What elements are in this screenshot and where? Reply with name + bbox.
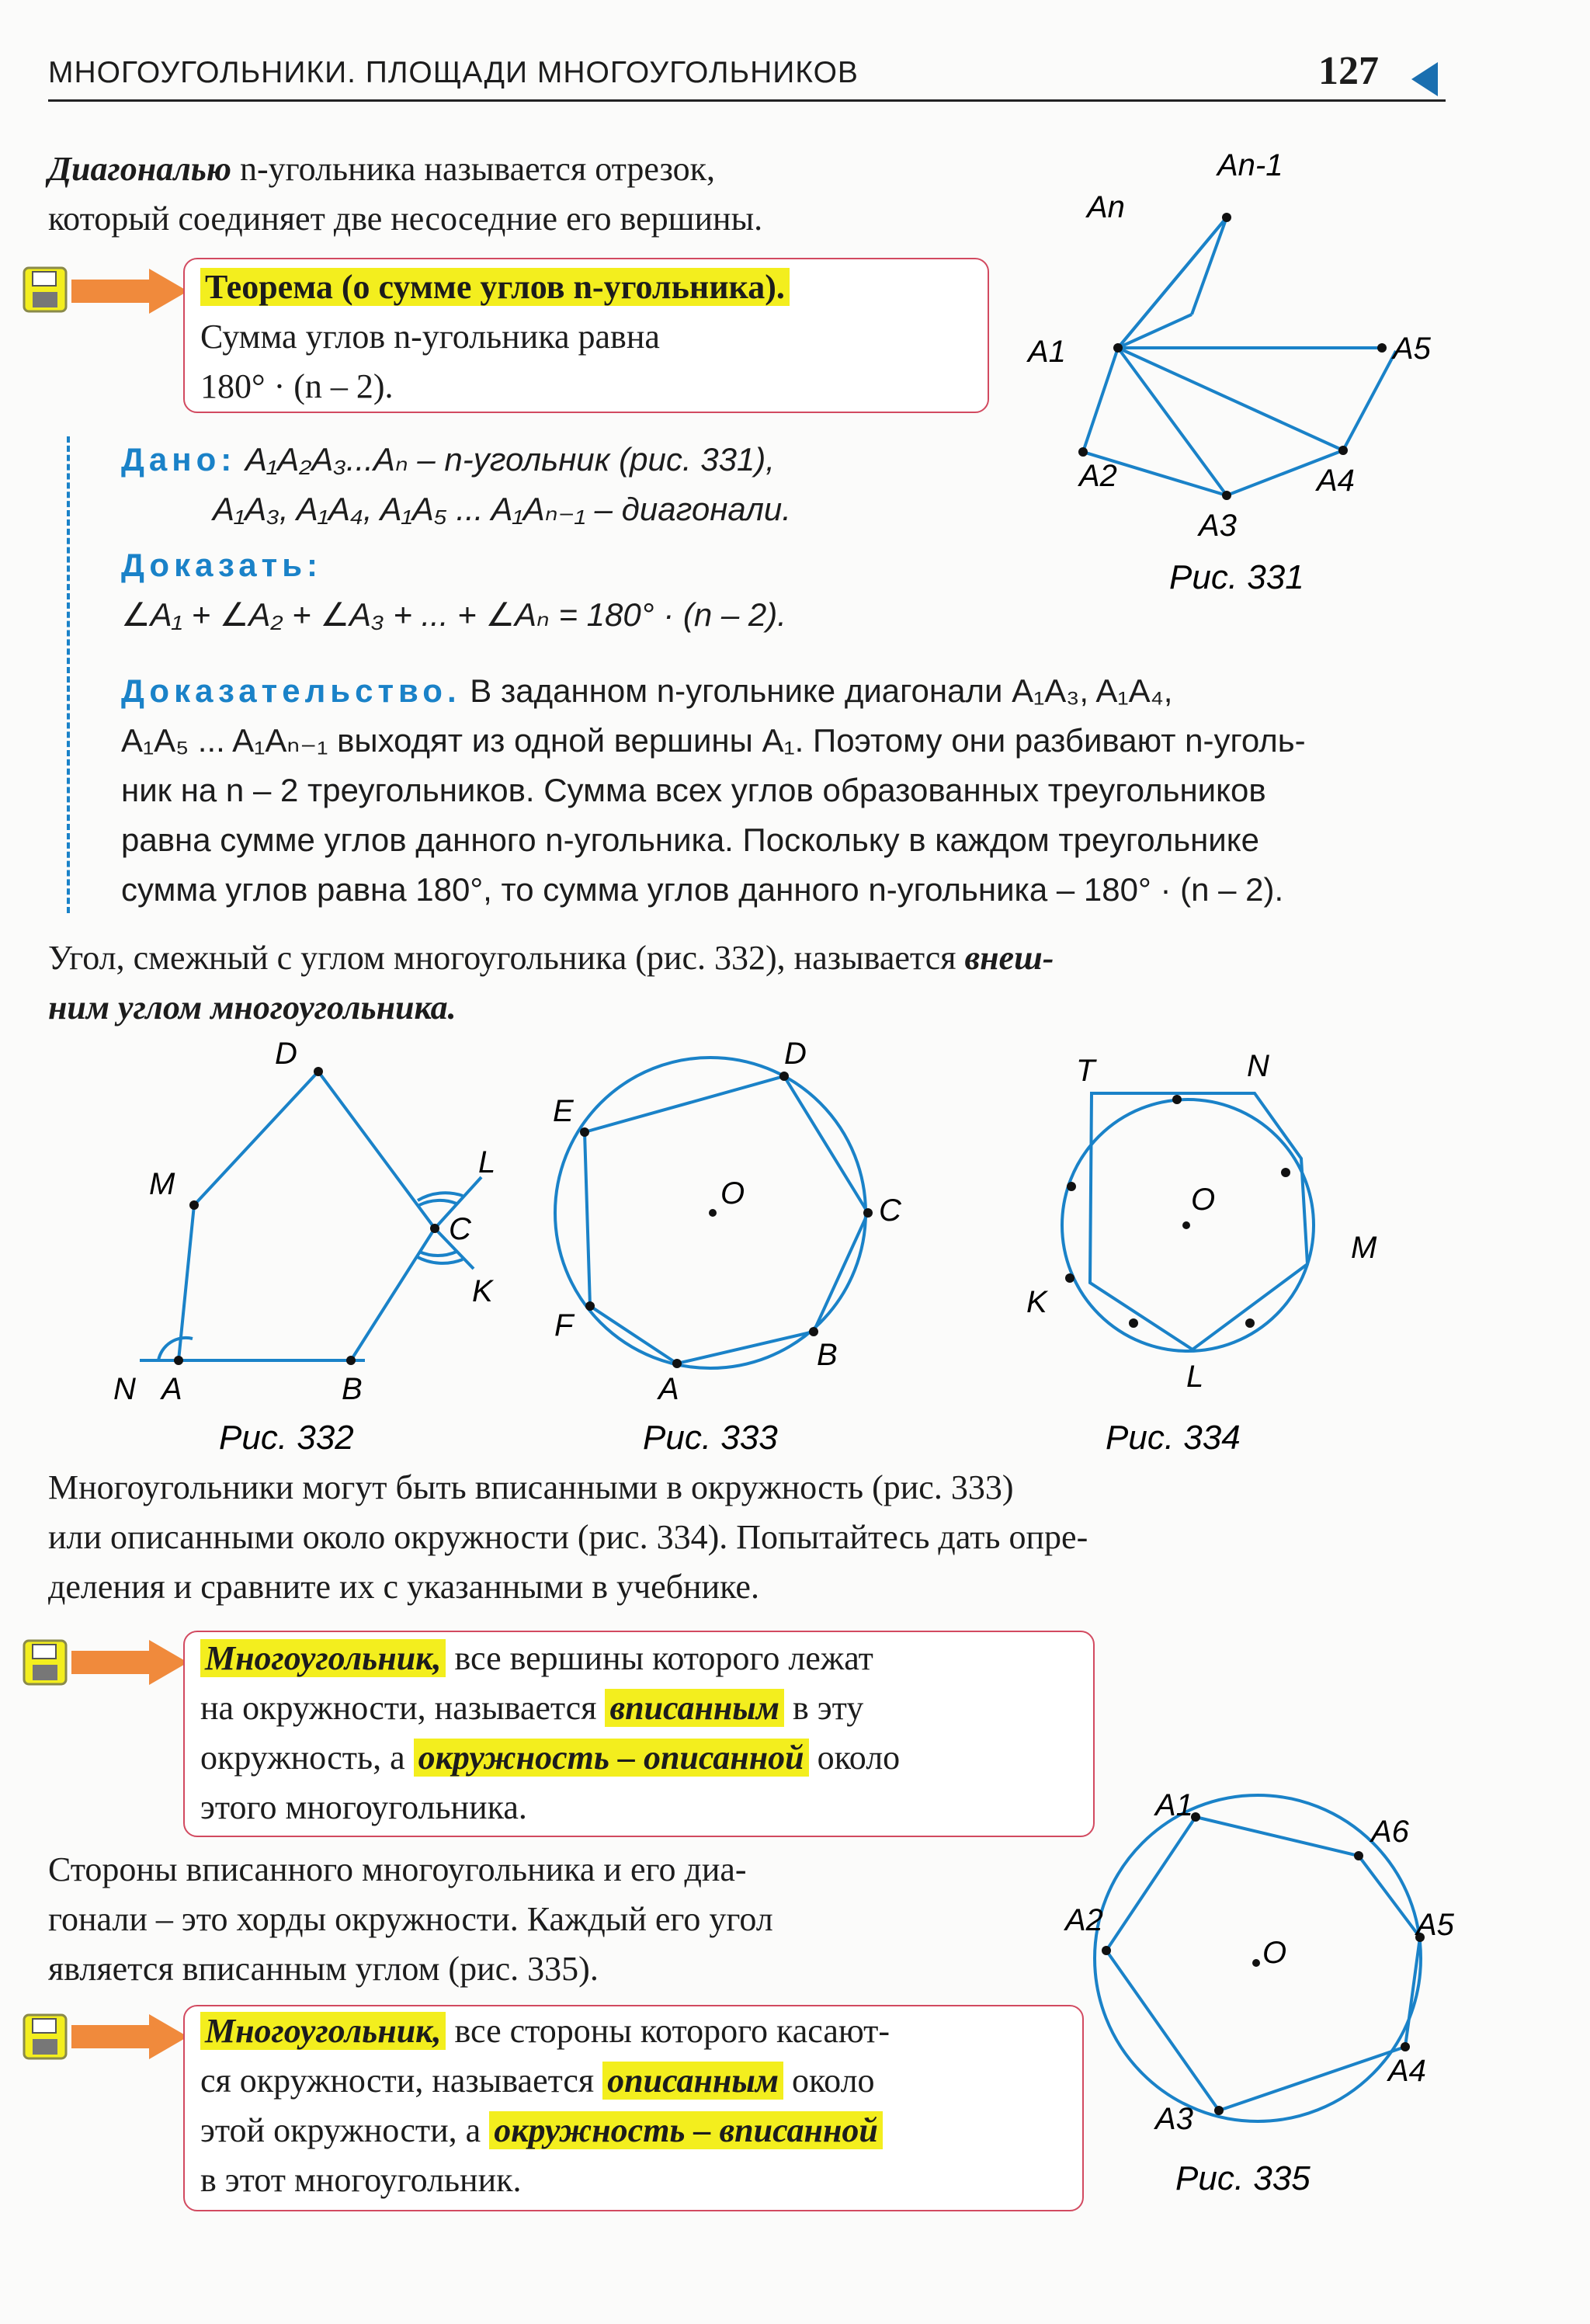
term-inscribed: вписанным (605, 1689, 784, 1727)
caption-333: Рис. 333 (643, 1419, 778, 1457)
label-N: N (113, 1372, 136, 1406)
running-header: МНОГОУГОЛЬНИКИ. ПЛОЩАДИ МНОГОУГОЛЬНИКОВ (48, 56, 859, 89)
given-block: Дано: A₁A₂A₃...Aₙ – n-угольник (рис. 331), A₁A₃, A₁A₄, A₁A₅ ... A₁Aₙ₋₁ – диагонали. Доказать: ∠A₁ + ∠A₂ + ∠A₃ + ... + ∠Aₙ = 180° · (n – 2). (121, 435, 1286, 640)
orange-arrow-icon (71, 269, 188, 314)
label-A1: A1 (1028, 335, 1066, 369)
label-O: O (1262, 1936, 1287, 1970)
term-inscribed-circle: окружность – вписанной (489, 2111, 883, 2149)
floppy-disk-icon (22, 2013, 68, 2061)
caption-334: Рис. 334 (1106, 1419, 1241, 1457)
label-A5: A5 (1393, 332, 1431, 366)
label-C: C (449, 1212, 471, 1246)
label-E: E (553, 1094, 574, 1128)
floppy-disk-icon (22, 1638, 68, 1687)
label-A4: A4 (1317, 464, 1355, 498)
label-B: B (342, 1372, 363, 1406)
label-C: C (879, 1193, 901, 1228)
inscribed-definition-text: Многоугольник, все вершины которого лежат на окружности, называется вписанным в эту окружность, а окружность – описанной около этого многоугольника. (200, 1639, 901, 1826)
theorem-title: Теорема (о сумме углов n-угольника). (200, 268, 790, 306)
label-L: L (1186, 1360, 1204, 1394)
label-A6: A6 (1371, 1815, 1409, 1849)
inscribed-polygon-paragraph: Многоугольники могут быть вписанными в окружность (рис. 333) или описанными около окружности (рис. 334). Попытайтесь дать опре- деления и сравните их с указанными в учебнике. (48, 1468, 1088, 1606)
proof-label: Доказательство. (121, 672, 461, 709)
theorem-text: Теорема (о сумме углов n-угольника). Сумма углов n-угольника равна 180° · (n – 2). (200, 262, 977, 412)
page-marker-icon (1411, 62, 1438, 96)
prove-label: Доказать: (121, 547, 323, 583)
label-K: K (1026, 1285, 1047, 1319)
orange-arrow-icon (71, 2014, 188, 2059)
floppy-disk-icon (22, 266, 68, 314)
chords-paragraph: Стороны вписанного многоугольника и его диа- гонали – это хорды окружности. Каждый его угол является вписанным углом (рис. 335). (48, 1850, 773, 1988)
label-L: L (478, 1145, 496, 1179)
label-A5: A5 (1416, 1908, 1454, 1942)
label-A3: A3 (1199, 509, 1237, 543)
figure-332 (109, 1040, 543, 1460)
term-polygon: Многоугольник, (200, 2012, 446, 2050)
term-circumscribed-circle: окружность – описанной (414, 1739, 809, 1777)
exterior-angle-paragraph: Угол, смежный с углом многоугольника (рис. 332), называется внеш- ним углом многоугольника. (48, 939, 1054, 1027)
label-K: K (472, 1274, 493, 1308)
proof-margin-rule (67, 436, 75, 913)
label-O: O (720, 1176, 745, 1211)
label-B: B (817, 1338, 838, 1372)
caption-332: Рис. 332 (219, 1419, 354, 1457)
given-label: Дано: (121, 441, 237, 478)
label-N: N (1247, 1049, 1269, 1083)
label-M: M (149, 1167, 175, 1201)
label-An-1: An-1 (1217, 148, 1283, 182)
label-A: A (161, 1372, 182, 1406)
diagonal-definition: Диагональю n-угольника называется отрезок, который соединяет две несоседние его вершины. (48, 150, 763, 238)
label-A2: A2 (1079, 459, 1117, 493)
label-F: F (554, 1308, 574, 1343)
caption-335: Рис. 335 (1175, 2159, 1311, 2197)
label-A3: A3 (1155, 2102, 1193, 2136)
label-A2: A2 (1065, 1903, 1103, 1937)
label-D: D (275, 1040, 297, 1071)
label-O: O (1191, 1183, 1216, 1217)
term-polygon: Многоугольник, (200, 1639, 446, 1677)
term-circumscribed: описанным (602, 2062, 783, 2100)
orange-arrow-icon (71, 1640, 188, 1685)
figure-334 (1009, 1040, 1413, 1460)
prove-formula: ∠A₁ + ∠A₂ + ∠A₃ + ... + ∠Aₙ = 180° · (n – 2). (121, 596, 786, 633)
header-rule (48, 99, 1446, 102)
caption-331: Рис. 331 (1169, 558, 1304, 596)
page-number: 127 (1318, 49, 1379, 93)
proof-block: Доказательство. В заданном n-угольнике диагонали A₁A₃, A₁A₄, A₁A₅ ... A₁Aₙ₋₁ выходят из одной вершины A₁. Поэтому они разбивают n-уголь- ник на n – 2 треугольников. Сумма всех углов образованных треугольников равна сумме углов данного n-угольника. Поскольку в каждом треугольнике сумма углов равна 180°, то сумма углов данного n-угольника – 180° · (n – 2). (121, 672, 1306, 908)
term-diagonal: Диагональю (48, 150, 232, 188)
label-T: T (1076, 1054, 1095, 1088)
figure-333 (543, 1040, 932, 1460)
label-A4: A4 (1388, 2054, 1426, 2088)
label-M: M (1351, 1231, 1377, 1265)
label-D: D (784, 1040, 807, 1071)
label-A: A (658, 1372, 679, 1406)
label-An: An (1087, 190, 1125, 224)
label-A1: A1 (1155, 1788, 1193, 1822)
figure-335 (1064, 1786, 1467, 2221)
circumscribed-definition-text: Многоугольник, все стороны которого касают- ся окружности, называется описанным около этой окружности, а окружность – вписанной в этот многоугольник. (200, 2012, 890, 2199)
